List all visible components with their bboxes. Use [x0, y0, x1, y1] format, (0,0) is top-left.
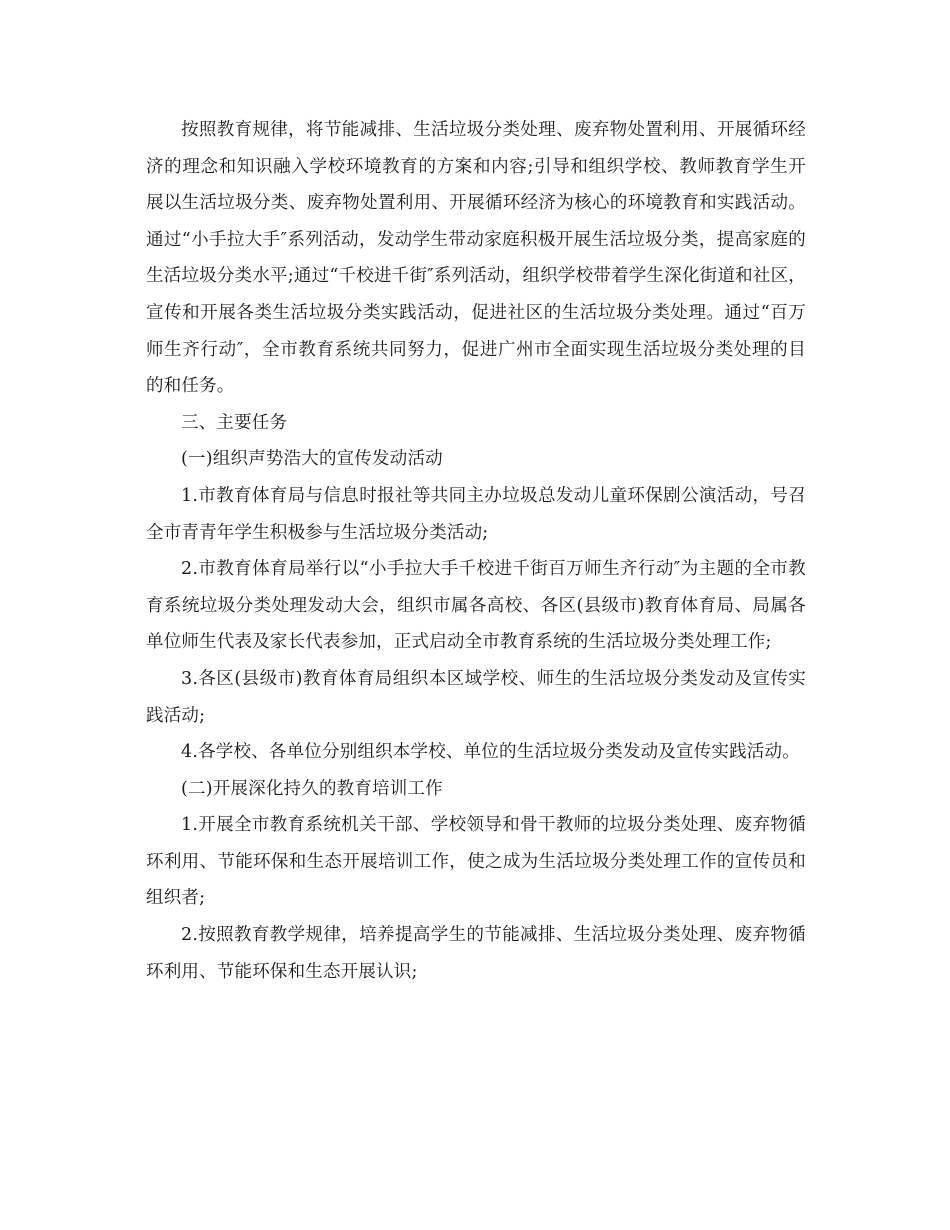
publicity-item-4: 4.各学校、各单位分别组织本学校、单位的生活垃圾分类发动及宣传实践活动。 [181, 742, 800, 763]
training-item-2: 2.按照教育教学规律，培养提高学生的节能减排、生活垃圾分类处理、废弃物循环利用、节能环保和生态开展认识; [146, 925, 806, 982]
subsection-heading-publicity: (一)组织声势浩大的宣传发动活动 [181, 449, 443, 470]
subsection-heading-training: (二)开展深化持久的教育培训工作 [181, 778, 443, 799]
publicity-item-2: 2.市教育体育局举行以“小手拉大手千校进千街百万师生齐行动″为主题的全市教育系统垃圾分类处理发动大会，组织市属各高校、各区(县级市)教育体育局、局属各单位师生代表及家长代表参加，正式启动全市教育系统的生活垃圾分类处理工作; [146, 559, 806, 653]
section-heading-main-tasks: 三、主要任务 [181, 412, 288, 433]
document-body [146, 112, 806, 990]
publicity-item-1: 1.市教育体育局与信息时报社等共同主办垃圾总发动儿童环保剧公演活动，号召全市青青年学生积极参与生活垃圾分类活动; [146, 485, 806, 543]
intro-paragraph: 按照教育规律，将节能减排、生活垃圾分类处理、废弃物处置利用、开展循环经济的理念和知识融入学校环境教育的方案和内容;引导和组织学校、教师教育学生开展以生活垃圾分类、废弃物处置利用、开展循环经济为核心的环境教育和实践活动。通过“小手拉大手″系列活动，发动学生带动家庭积极开展生活垃圾分类，提高家庭的生活垃圾分类水平;通过“千校进千街″系列活动，组织学校带着学生深化街道和社区，宣传和开展各类生活垃圾分类实践活动，促进社区的生活垃圾分类处理。通过“百万师生齐行动″，全市教育系统共同努力，促进广州市全面实现生活垃圾分类处理的目的和任务。 [146, 120, 806, 397]
training-item-1: 1.开展全市教育系统机关干部、学校领导和骨干教师的垃圾分类处理、废弃物循环利用、节能环保和生态开展培训工作，使之成为生活垃圾分类处理工作的宣传员和组织者; [146, 815, 806, 909]
publicity-item-3: 3.各区(县级市)教育体育局组织本区域学校、师生的生活垃圾分类发动及宣传实践活动; [146, 668, 806, 726]
